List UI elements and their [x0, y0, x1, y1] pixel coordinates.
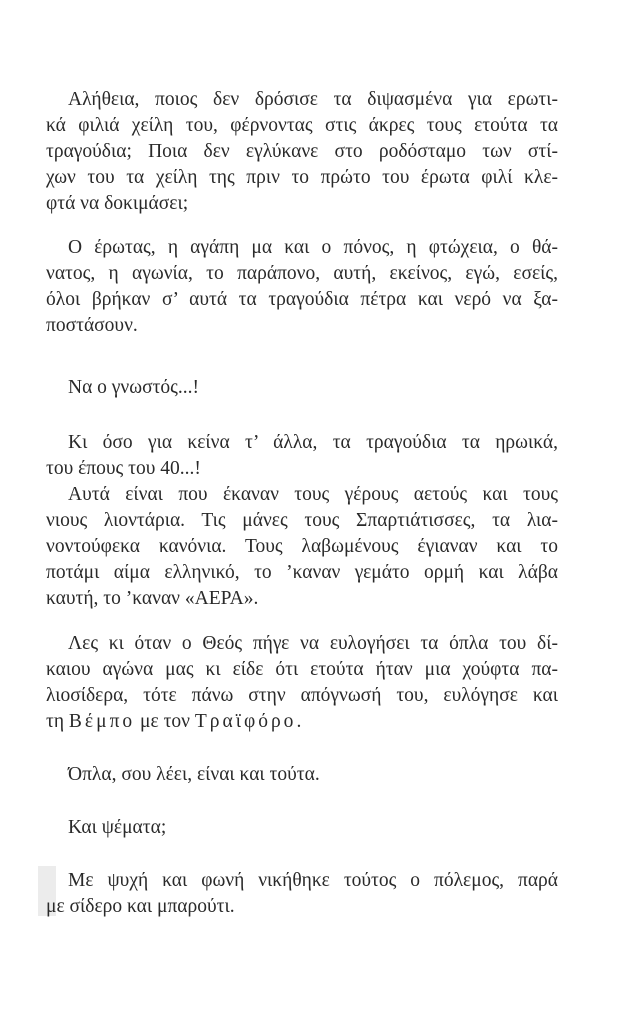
text-line: φτά να δοκιμάσει;: [46, 193, 189, 214]
paragraph-6: [46, 631, 558, 735]
text-line: ποτάμι αίμα ελληνικό, το ’καναν γεμάτο ορμή και λάβα: [46, 562, 558, 583]
paragraph-1: [46, 87, 558, 217]
text-line: Αλήθεια, ποιος δεν δρόσισε τα διψασμένα για ερωτι-: [68, 89, 558, 110]
text-line: ποστάσουν.: [46, 315, 138, 336]
text-line: Κι όσο για κείνα τ’ άλλα, τα τραγούδια τα ηρωικά,: [68, 432, 558, 453]
paragraph-4: [46, 430, 558, 482]
text-line: όλοι βρήκαν σ’ αυτά τα τραγούδια πέτρα και νερό να ξα-: [46, 289, 558, 310]
text-line: Να ο γνωστός...!: [68, 377, 200, 398]
text-line: καυτή, το ’καναν «ΑΕΡΑ».: [46, 588, 259, 609]
paragraph-5: [46, 482, 558, 612]
text-line: Λες κι όταν ο Θεός πήγε να ευλογήσει τα όπλα του δί-: [68, 633, 558, 654]
paragraph-7: [46, 762, 558, 788]
text-fragment: .: [296, 711, 302, 732]
text-line: καιου αγώνα μας κι είδε ότι ετούτα ήταν μια χούφτα πα-: [46, 659, 558, 680]
text-line: Ο έρωτας, η αγάπη μα και ο πόνος, η φτώχεια, ο θά-: [68, 237, 558, 258]
text-line: χων του τα χείλη της πριν το πρώτο του έρωτα φιλί κλε-: [46, 167, 558, 188]
paragraph-9: [46, 868, 558, 920]
paragraph-8: [46, 815, 558, 841]
text-line: Αυτά είναι που έκαναν τους γέρους αετούς και τους: [68, 484, 558, 505]
text-line: τραγούδια; Ποια δεν εγλύκανε στο ροδόσταμο των στί-: [46, 141, 558, 162]
text-fragment: τη: [46, 711, 69, 732]
text-line: με σίδερο και μπαρούτι.: [46, 896, 235, 917]
spaced-name-traiforo: Τραϊφόρο: [194, 711, 297, 732]
text-line: Με ψυχή και φωνή νικήθηκε τούτος ο πόλεμος, παρά: [68, 870, 558, 891]
text-line: [46, 709, 558, 735]
paragraph-2: [46, 235, 558, 339]
paragraph-3: [46, 375, 558, 401]
text-line: του έπους του 40...!: [46, 458, 201, 479]
text-fragment: με τον: [135, 711, 195, 732]
spaced-name-vempo: Βέμπο: [68, 711, 136, 732]
text-line: λιοσίδερα, τότε πάνω στην απόγνωσή του, ευλόγησε και: [46, 685, 558, 706]
text-line: Όπλα, σου λέει, είναι και τούτα.: [68, 764, 320, 785]
text-line: νοντούφεκα κανόνια. Τους λαβωμένους έγιαναν και το: [46, 536, 558, 557]
text-line: νιους λιοντάρια. Τις μάνες τους Σπαρτιάτισσες, τα λια-: [46, 510, 558, 531]
text-line: κά φιλιά χείλη του, φέρνοντας στις άκρες τους ετούτα τα: [46, 115, 558, 136]
text-line: νατος, η αγωνία, το παράπονο, αυτή, εκείνος, εγώ, εσείς,: [46, 263, 558, 284]
text-line: Και ψέματα;: [68, 817, 167, 838]
